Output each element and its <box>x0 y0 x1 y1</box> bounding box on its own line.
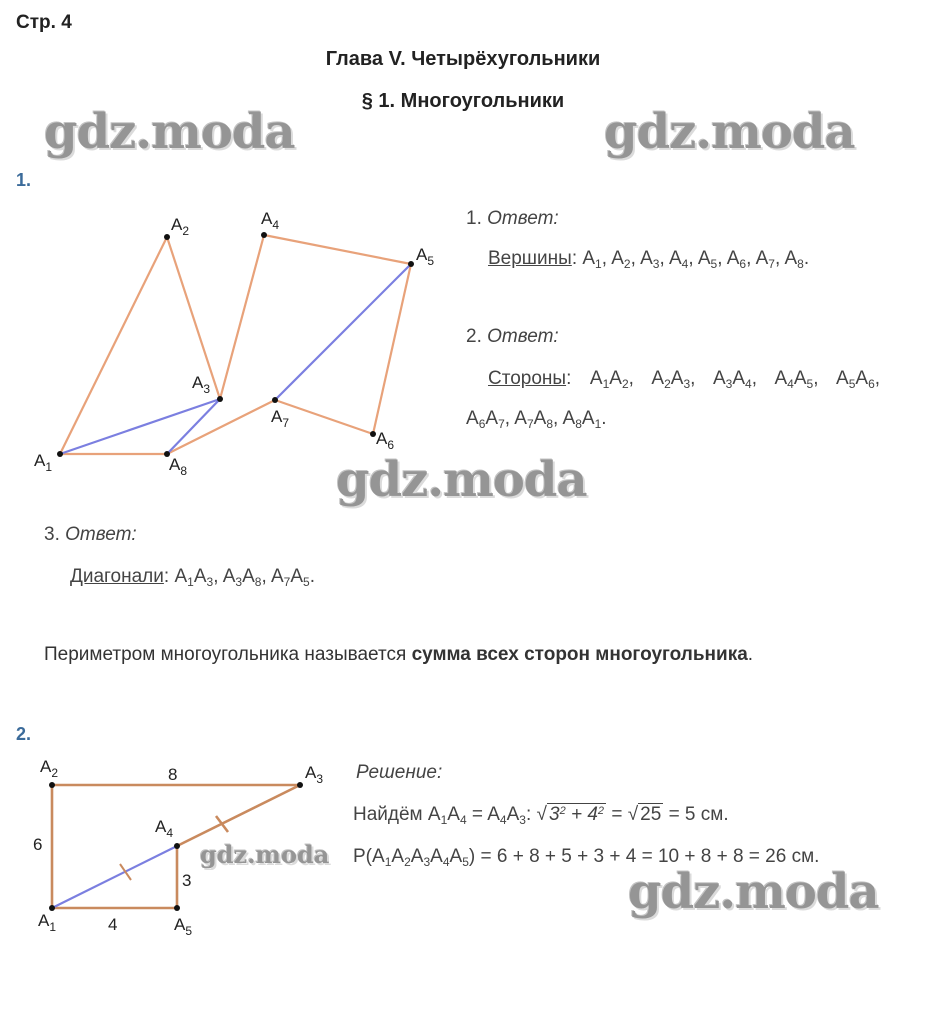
diagonals-word: Диагонали <box>70 566 164 587</box>
watermark: gdz.moda <box>336 452 587 508</box>
vertex-label-a5: $A_5$ <box>416 245 435 268</box>
answer-2-heading <box>466 326 559 348</box>
answer-word: Ответ: <box>65 524 137 545</box>
side-label-top: 8 <box>168 765 178 784</box>
watermark: gdz.moda <box>200 840 330 869</box>
sides-line-1: Стороны: $A_1A_2$, $A_2A_3$, $A_3A_4$, $A_4A_5$, $A_5A_6$, <box>488 368 881 391</box>
watermark: gdz.moda <box>604 104 855 160</box>
answer-number: 3. <box>44 524 60 545</box>
sides-line-2: $A_6A_7$, $A_7A_8$, $A_8A_1$. <box>466 408 607 431</box>
definition-text: Периметром многоугольника называется <box>44 644 407 665</box>
answer-3-heading <box>44 524 137 546</box>
answer-number: 1. <box>466 208 482 229</box>
perimeter-definition: Периметром многоугольника называется сумма всех сторон многоугольника. <box>44 644 754 665</box>
vertex-label-a3: $A_3$ <box>192 373 211 396</box>
vertex-label-a1: $A_1$ <box>38 911 57 934</box>
answer-1-heading <box>466 208 559 230</box>
polygon-figure <box>0 200 460 490</box>
segment-a1a4 <box>52 846 177 908</box>
vertex-label-a6: $A_6$ <box>376 429 395 452</box>
vertex-label-a7: $A_7$ <box>271 407 290 430</box>
side-label-left: 6 <box>33 835 43 854</box>
polygon-edges <box>60 235 411 454</box>
task-number: 2. <box>16 724 32 744</box>
side-label-right: 3 <box>182 871 192 890</box>
pentagon-figure <box>0 750 350 950</box>
vertex-label-a8: $A_8$ <box>169 455 188 478</box>
vertex-label-a2: $A_2$ <box>40 757 59 780</box>
chapter-title: Глава V. Четырёхугольники <box>325 48 601 70</box>
diagonals <box>60 264 411 454</box>
vertex-label-a1: $A_1$ <box>34 451 53 474</box>
solution-line-1: Найдём $A_1A_4 = A_4A_3$: √ $3^2 + 4^2$ = √ 25 = 5 см. <box>353 804 729 827</box>
vertex-label-a5: $A_5$ <box>174 915 193 938</box>
section-title: § 1. Многоугольники <box>361 90 565 112</box>
answer-word: Ответ: <box>487 208 559 229</box>
answer-word: Ответ: <box>487 326 559 347</box>
vertices-line: Вершины: $A_1$, $A_2$, $A_3$, $A_4$, $A_5$, $A_6$, $A_7$, $A_8$. <box>488 248 810 271</box>
solution-line-1-result: = 5 см. <box>668 804 729 825</box>
vertex-label-a2: $A_2$ <box>171 215 190 238</box>
vertices-word: Вершины <box>488 248 572 269</box>
definition-term: сумма всех сторон многоугольника <box>411 644 748 665</box>
vertex-label-a4: $A_4$ <box>261 209 280 232</box>
watermark: gdz.moda <box>44 104 295 160</box>
sides-word: Стороны <box>488 368 567 389</box>
solution-heading: Решение: <box>356 762 443 783</box>
answer-number: 2. <box>466 326 482 347</box>
page-label: Стр. 4 <box>16 12 72 33</box>
vertex-label-a4: $A_4$ <box>155 817 174 840</box>
watermark: gdz.moda <box>628 864 879 920</box>
diagonals-line: Диагонали: $A_1A_3$, $A_3A_8$, $A_7A_5$. <box>70 566 315 589</box>
equal-mark <box>120 864 131 880</box>
side-label-bottom: 4 <box>108 915 118 934</box>
task-number: 1. <box>16 170 32 190</box>
solution-line-2: $P(A_1A_2A_3A_4A_5) = 6 + 8 + 5 + 3 + 4 = 10 + 8 + 8 = 26$ см. <box>353 846 820 869</box>
vertex-label-a3: $A_3$ <box>305 763 324 786</box>
